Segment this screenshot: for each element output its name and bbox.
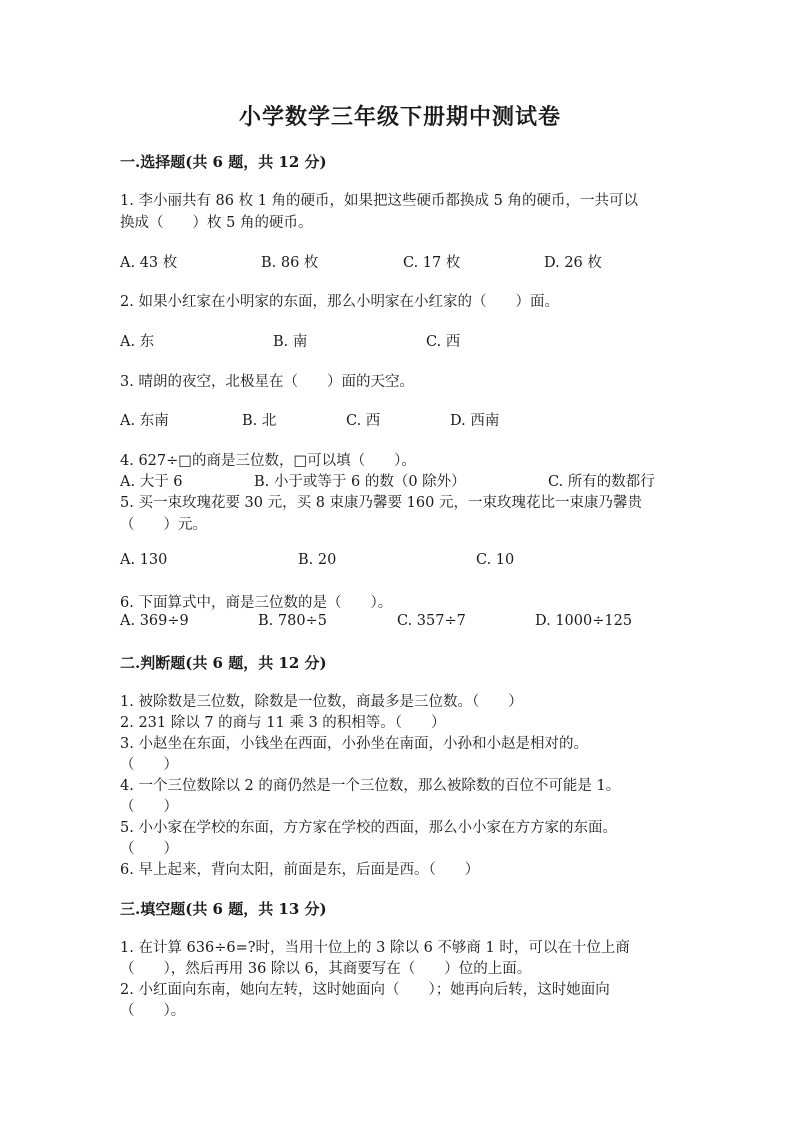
question-line: 5. 小小家在学校的东面，方方家在学校的西面，那么小小家在方方家的东面。 <box>120 820 617 836</box>
section-heading-choice: 一.选择题(共 6 题，共 12 分) <box>120 153 327 171</box>
question-line: 1. 李小丽共有 86 枚 1 角的硬币，如果把这些硬币都换成 5 角的硬币，一共可以 <box>120 193 638 209</box>
section-heading-judge: 二.判断题(共 6 题，共 12 分) <box>120 654 327 672</box>
question-line: 1. 被除数是三位数，除数是一位数，商最多是三位数。（ ） <box>120 694 523 710</box>
question-line: 6. 下面算式中，商是三位数的是（ ）。 <box>120 595 393 611</box>
section-heading-fill: 三.填空题(共 6 题，共 13 分) <box>120 900 327 918</box>
option-b: B. 20 <box>298 552 337 568</box>
question-line: 2. 231 除以 7 的商与 11 乘 3 的积相等。（ ） <box>120 715 446 731</box>
question-line: 3. 小赵坐在东面，小钱坐在西面，小孙坐在南面，小孙和小赵是相对的。 <box>120 736 588 752</box>
option-b: B. 780÷5 <box>258 613 327 629</box>
option-b: B. 86 枚 <box>261 255 319 271</box>
option-a: A. 东南 <box>120 413 169 429</box>
question-line: （ ），然后再用 36 除以 6，其商要写在（ ）位的上面。 <box>120 961 532 977</box>
option-d: D. 西南 <box>450 413 500 429</box>
question-line: （ ） <box>120 799 178 815</box>
option-a: A. 大于 6 <box>120 474 183 490</box>
question-line: （ ） <box>120 841 178 857</box>
option-b: B. 南 <box>273 334 308 350</box>
question-line: 3. 晴朗的夜空，北极星在（ ）面的天空。 <box>120 374 414 390</box>
question-line: 4. 627÷□的商是三位数，□可以填（ ）。 <box>120 453 416 469</box>
question-line: 2. 小红面向东南，她向左转，这时她面向（ ）；她再向后转，这时她面向 <box>120 982 610 998</box>
question-line: 5. 买一束玫瑰花要 30 元，买 8 束康乃馨要 160 元，一束玫瑰花比一束康乃馨贵 <box>120 495 642 511</box>
option-c: C. 所有的数都行 <box>548 474 655 490</box>
page-title: 小学数学三年级下册期中测试卷 <box>238 104 561 130</box>
option-c: C. 10 <box>476 552 515 568</box>
option-a: A. 东 <box>120 334 155 350</box>
option-c: C. 西 <box>346 413 381 429</box>
option-b: B. 小于或等于 6 的数（0 除外） <box>254 474 466 490</box>
question-line: 2. 如果小红家在小明家的东面，那么小明家在小红家的（ ）面。 <box>120 294 559 310</box>
question-line: 6. 早上起来，背向太阳，前面是东，后面是西。（ ） <box>120 862 480 878</box>
option-a: A. 130 <box>120 552 168 568</box>
question-line: 4. 一个三位数除以 2 的商仍然是一个三位数，那么被除数的百位不可能是 1。 <box>120 778 621 794</box>
option-b: B. 北 <box>242 413 277 429</box>
option-a: A. 369÷9 <box>120 613 189 629</box>
option-c: C. 西 <box>426 334 461 350</box>
option-a: A. 43 枚 <box>120 255 178 271</box>
question-line: （ ） <box>120 757 178 773</box>
option-c: C. 17 枚 <box>403 255 461 271</box>
option-d: D. 26 枚 <box>544 255 602 271</box>
question-line: 换成（ ）枚 5 角的硬币。 <box>120 215 313 231</box>
question-line: （ ）元。 <box>120 517 207 533</box>
option-d: D. 1000÷125 <box>535 613 633 629</box>
question-line: 1. 在计算 636÷6=?时，当用十位上的 3 除以 6 不够商 1 时，可以在十位上商 <box>120 940 630 956</box>
option-c: C. 357÷7 <box>397 613 466 629</box>
question-line: （ ）。 <box>120 1003 186 1019</box>
